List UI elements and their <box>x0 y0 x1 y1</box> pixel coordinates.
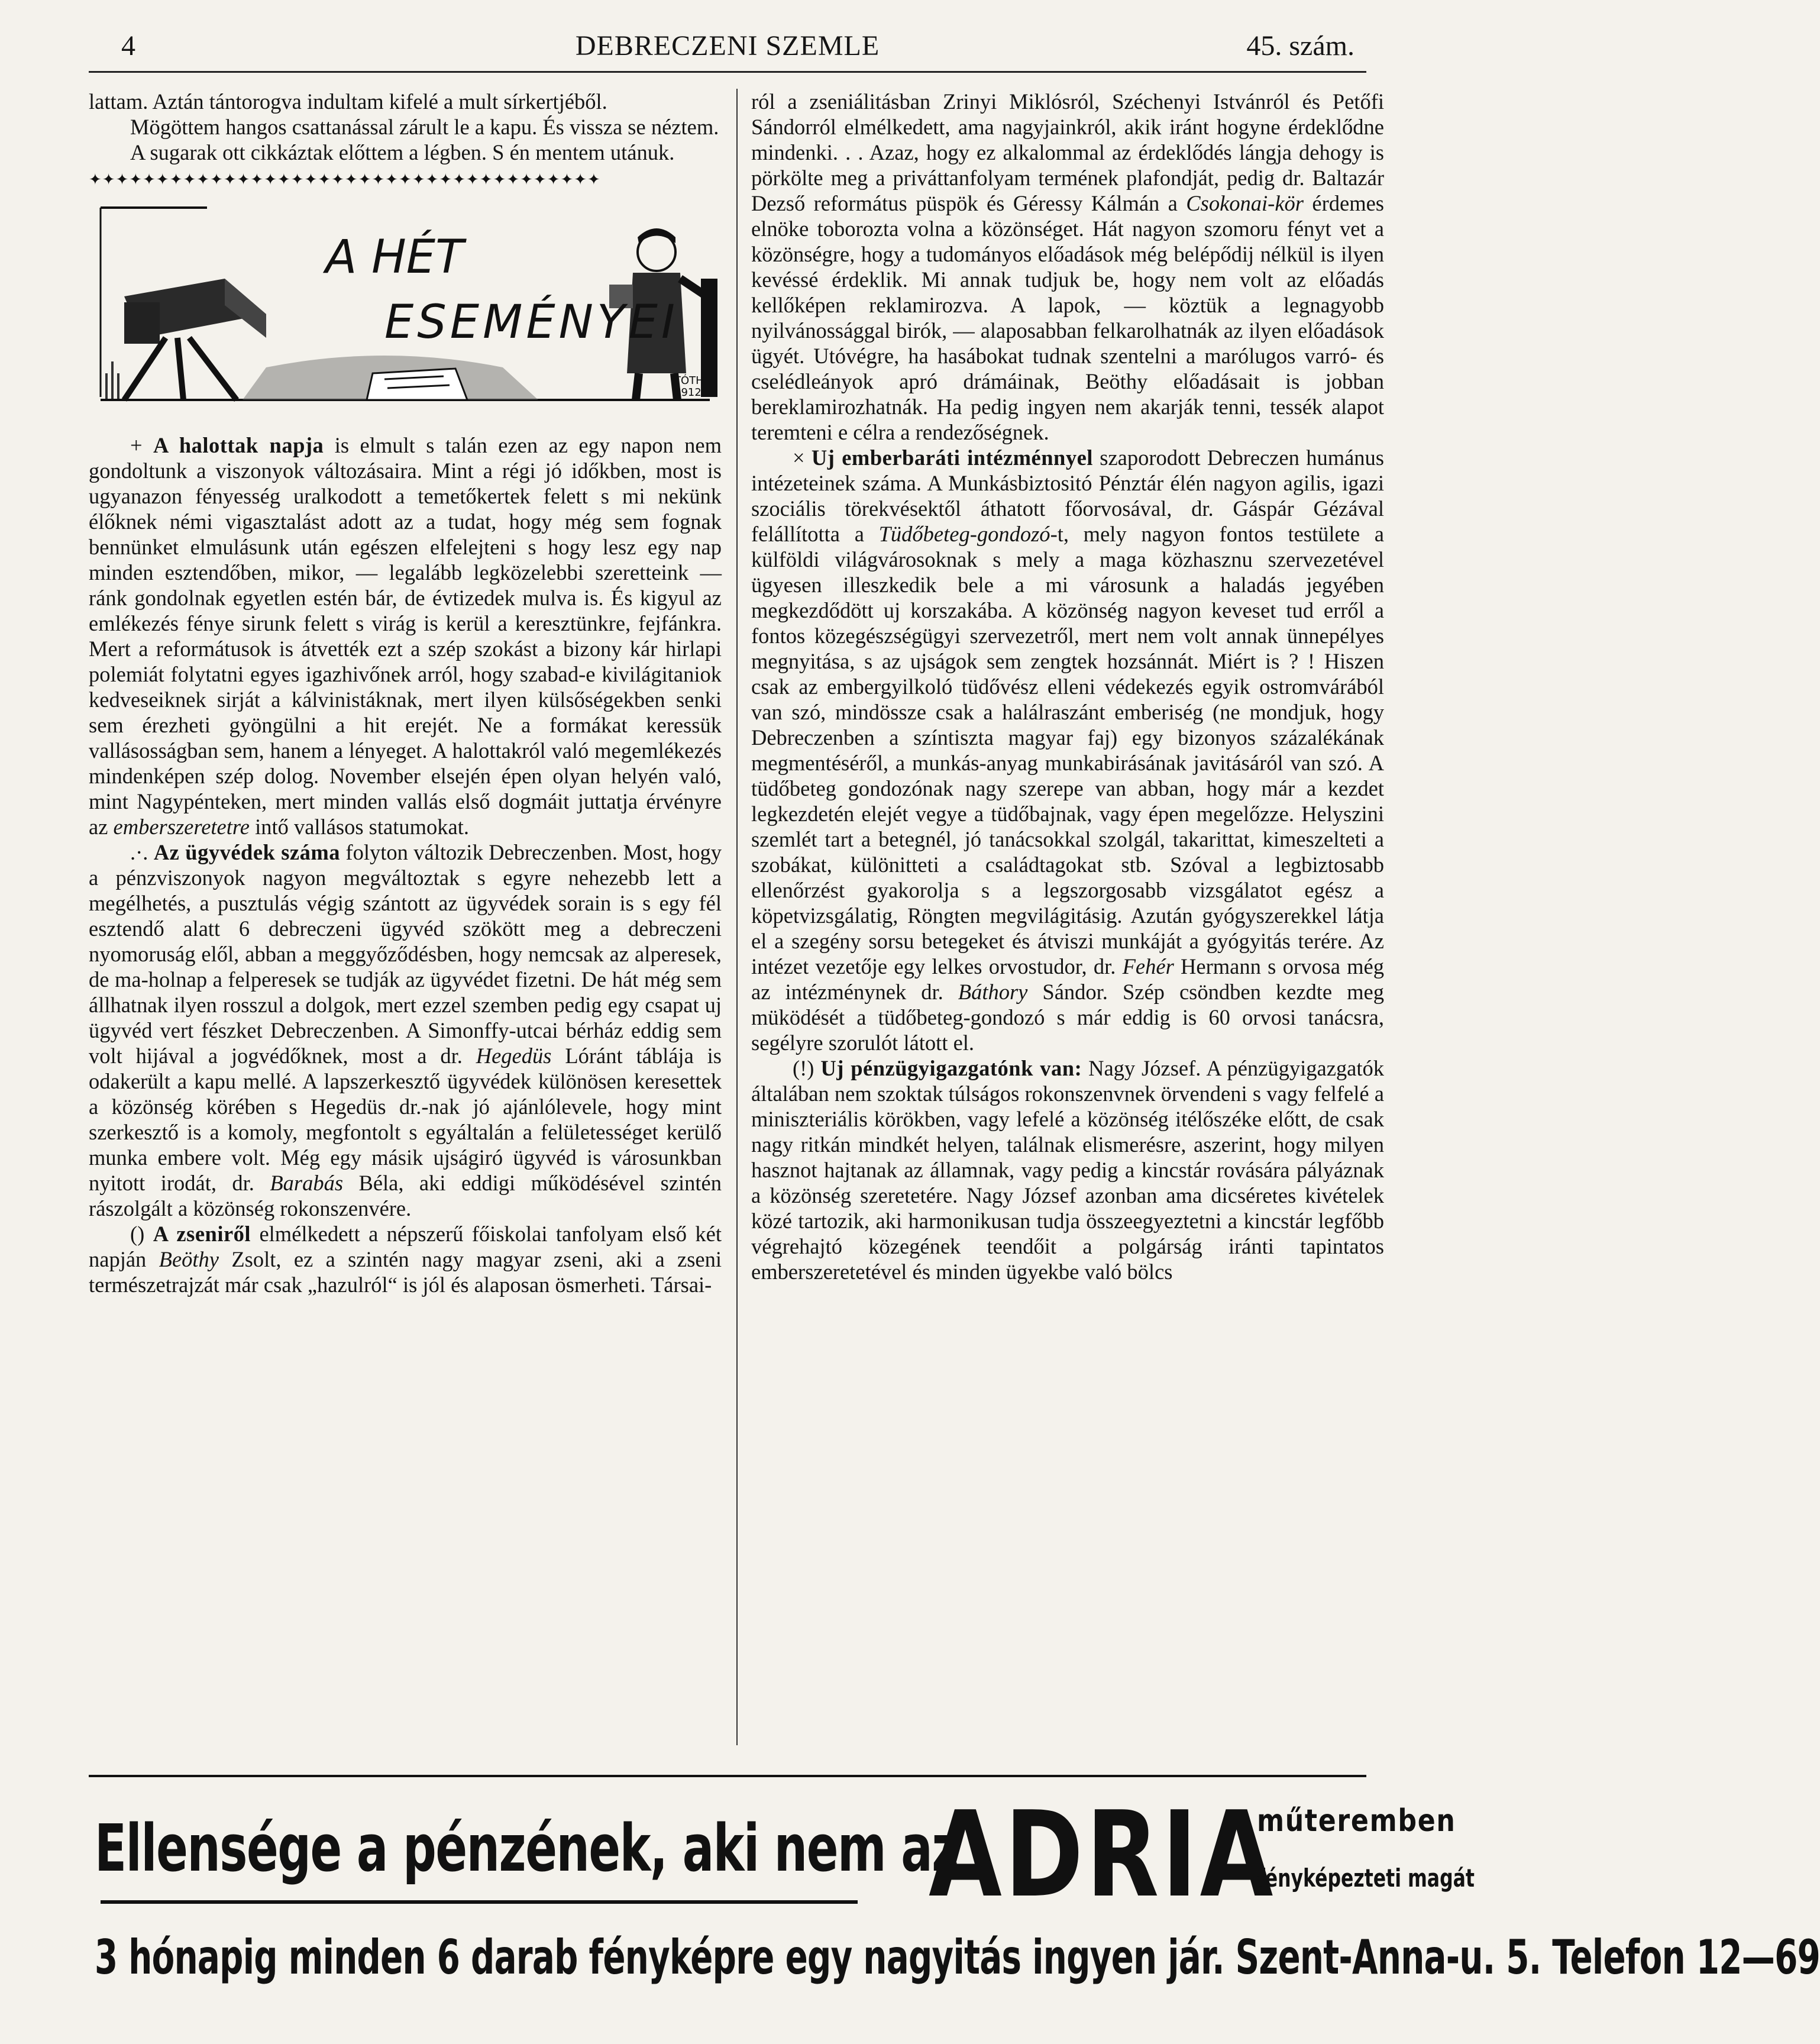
article-text: Lóránt táblája is odakerült a kapu mellé. A lapszerkesztő ügyvédek különösen keresettek a közönség körében s Hegedüs dr.-nak jó ajánlólevele, hogy mint szerkesztő is a komoly, megfontolt s egyáltalán a felületességet kerülő munka embere volt. Még egy másik ujságiró ügyvéd is városunkban nyitott irodát, dr. <box>89 1044 722 1195</box>
intro-paragraph: Mögöttem hangos csattanással zárult le a kapu. És vissza se néztem. <box>130 115 719 139</box>
article-text: elmélkedett a népszerű főiskolai tanfolyam első két napján <box>89 1222 722 1271</box>
article-mark: × <box>793 445 805 470</box>
article-halottak <box>89 432 722 839</box>
ad-rule <box>89 1775 1366 1777</box>
article-zseni <box>89 1221 722 1297</box>
article-italic: Csokonai-kör <box>1186 191 1304 215</box>
article-mark: .·. <box>130 840 148 864</box>
article-mark: + <box>130 433 143 457</box>
article-italic: Barabás <box>270 1171 344 1195</box>
article-italic: Beöthy <box>159 1247 219 1271</box>
newspaper-title: DEBRECZENI SZEMLE <box>575 30 880 62</box>
article-lead: Uj pénzügyigazgatónk van: <box>820 1056 1082 1080</box>
ad-underline <box>101 1900 858 1904</box>
article-italic: Fehér <box>1122 954 1174 979</box>
banner-year: 1912. <box>674 386 705 399</box>
advertisement <box>89 1775 1820 2023</box>
article-intezmeny <box>751 445 1384 1055</box>
article-lead: Uj emberbaráti intézménnyel <box>811 445 1093 470</box>
article-text: is elmult s talán ezen az egy napon nem gondoltunk a viszonyok változásaira. Mint a régi jó időkben, most is ugyanazon fényesség uralkodott a temetőkertek felett s mi nekünk élőknek némi vigasztalást adott az a tudat, hogy még sem fognak bennünket elmulásunk után egészen elfelejteni s hogy lesz egy nap minden esztendőben, mikor, — legalább legközelebbi szeretteink — ránk gondolnak egyetlen estén bár, de évtizedek mulva is. És kigyul az emlékezés fénye sirunk felett s virág is kerül a keresztünkre, fejfánkra. Mert a reformátusok is átvették ezt a szép szokást a bizony kár hirlapi polemiát folytatni egyes igazhivőnek arról, hogy szabad-e kivilágitaniok kedveseiknek sirját a kálvinistáknak, mert ilyen külsőségekben senki sem érezheti gyöngülni a hit erejét. Ne a formákat keressük vallásosságban sem, hanem a lényeget. A halottakról való megemlékezés mindenképen szép dolog. November elsején épen olyan helyén való, mint Nagypénteken, mert minden vallás első dogmáit juttatja érvényre az <box>89 433 722 839</box>
article-text: Nagy József. A pénzügyigazgatók általában nem szoktak túlságos rokonszenvnek örvendeni s vagy felfelé a miniszteriális körökben, vagy lefelé a közönség itélőszéke előtt, de csak nagy ritkán mindkét helyen, találnak elismerésre, aszerint, hogy milyen hasznot hajtanak az államnak, vagy pedig a kincstár rovására pályáznak a közönség szeretetére. Nagy József azonban ama dicséretes kivételek közé tartozik, aki harmonikusan tudja összeegyeztetni a kincstár legfőbb végrehajtó közegének teendőit a polgárság iránti tapintatos emberszeretetével és minden ügyekbe való bölcs <box>751 1056 1385 1284</box>
article-text: Sándor. Szép csöndben kezdte meg müködését a tüdőbeteg-gondozó s már eddig is 60 orvosi tanácsra, segélyre szorulót látott el. <box>751 980 1384 1055</box>
article-text: Zsolt, ez a szintén nagy magyar zseni, aki a zseni természetrajzát már csak „hazulról“ is jól és alaposan ösmerheti. Társai- <box>89 1247 722 1297</box>
article-italic: Tüdőbeteg-gondozó <box>878 522 1050 546</box>
article-text: -t, mely nagyon fontos testülete a külföldi világvárosoknak s mely a maga közhasznu szervezetével ügyesen illeszkedik bele a mi városunk a haladás jegyében megkezdődött uj korszakába. A közönség nagyon keveset tud erről a fontos közegészségügyi szervezetről, mert nem volt annak ünnepélyes megnyitása, s az ujságok sem zengtek hozsánnát. Miért is ? ! Hiszen csak az embergyilkoló tüdővész elleni védekezés egyik ostromvárából van szó, mindössze csak a halálraszánt emberiség (ne mondjuk, hogy Debreczenben a színtiszta magyar faj) egy bizonyos százalékának megmentéséről, a munkás-anyag munkabirásának javitásáról van szó. A tüdőbeteg gondozónak nagy szerepe van abban, hogy már a kezdet legkezdetén elejét vegye a tüdőbajnak, vagy épen megelőzze. Helyszini szemlét tart a betegnél, jó tanácsokkal szolgál, takarittat, kimeszelteti a szobákat, különitteti a családtagokat stb. Szóval a legbiztosabb ellenőrzést gyakorolja s a legszorgosabb vizsgálatot egész a köpetvizsgálatig, Röngten megvilágitásig. Azután gyógyszerekkel látja el a szegény sorsu betegeket és átviszi munkáját a gyógyitás terére. Az intézet vezetője egy lelkes orvostudor, dr. <box>751 522 1384 979</box>
ad-offer-line: 3 hónapig minden 6 darab fényképre egy nagyitás ingyen jár. Szent-Anna-u. 5. Telefon 12—69 <box>95 1930 1820 1985</box>
article-penzugy <box>751 1055 1384 1284</box>
article-text: érdemes elnöke toborozta volna a közönséget. Hát nagyon szomoru fényt vet a közönségre, hogy a tudományos előadások még belépődij nélkül is ilyen kevéssé érdeklik. Mi annak tudjuk be, hogy nem volt az előadás kellőképen reklamirozva. A lapok, — köztük a legnagyobb nyilvánossággal birók, — alaposabban felkarolhatnák az ilyen előadások ügyét. Utóvégre, ha hasábokat tudnak szentelni a marólugos varró- és cselédleányok apró drámáinak, Beöthy előadásait is jobban bereklamirozhatnák. Ha pedig ingyen nem akarják tenni, tessék alapot teremteni e célra a rendezőségnek. <box>751 191 1384 444</box>
article-lead: A halottak napja <box>153 433 324 457</box>
banner-title-line2: ESEMÉNYEI <box>384 296 678 349</box>
article-text: intő vallásos statumokat. <box>249 815 469 839</box>
page-header <box>89 24 1366 73</box>
article-text: ról a zseniálitásban Zrinyi Miklósról, Széchenyi Istvánról és Petőfi Sándorról elmélkedett, ama nagyjainkról, akik iránt hogyne érdeklődne mindenki. . . Azaz, hogy ez alkalommal az érdeklődés lángja dehogy is pörkölte meg a priváttanfolyam termének plafondját, pedig dr. Baltazár Dezső református püspök és Géressy Kálmán a <box>751 89 1384 215</box>
ad-side-text: műteremben <box>1257 1803 1456 1839</box>
article-zseni-continued <box>751 89 1384 445</box>
banner-illustration <box>89 196 722 409</box>
left-column <box>89 89 722 1745</box>
ad-brand: ADRIA <box>929 1786 1276 1924</box>
article-text: szaporodott Debreczen humánus intézeteinek száma. A Munkásbiztositó Pénztár élén nagyon agilis, igazi szociális törekvésektől áthatott főorvosával, dr. Gáspár Gézával felállította a <box>751 445 1384 546</box>
ad-headline: Ellensége a pénzének, aki nem az <box>95 1810 958 1886</box>
article-text: Béla, aki eddigi működésével szintén rászolgált a közönség rokonszenvére. <box>89 1171 722 1220</box>
article-italic: emberszeretetre <box>113 815 250 839</box>
right-column <box>751 89 1384 1745</box>
column-divider <box>736 89 738 1745</box>
page-number: 4 <box>121 30 135 62</box>
article-text: Hermann s orvosa még az intézménynek dr. <box>751 954 1384 1004</box>
article-italic: Báthory <box>958 980 1028 1004</box>
intro-paragraph: lattam. Aztán tántorogva indultam kifelé a mult sírkertjéből. <box>89 89 607 114</box>
article-mark: () <box>130 1222 145 1246</box>
article-lead: A zseniről <box>153 1222 251 1246</box>
issue-number: 45. szám. <box>1246 30 1355 62</box>
article-text: folyton változik Debreczenben. Most, hogy a pénzviszonyok nagyon megváltoztak s egyre nehezebb lett a megélhetés, a pusztulás végig szántott az ügyvédek sorain is s egy fél esztendő alatt 6 debreczeni ügyvéd szökött meg a debreczeni nyomoruság elől, abban a meggyőződésben, hogy nemcsak az alperesek, de ma-holnap a felperesek se tudják az ügyvédet fizetni. De hát még sem állhatnak ilyen rosszul a dolgok, mert ezzel szemben pedig egy csapat uj ügyvéd vert fészket Debreczenben. A Simonffy-utcai bérház eddig sem volt hijával a jogvédőknek, most a dr. <box>89 840 722 1068</box>
intro-paragraph: A sugarak ott cikkáztak előttem a légben. S én mentem utánuk. <box>130 140 675 164</box>
article-lead: Az ügyvédek száma <box>153 840 341 864</box>
banner-signature: TÓTH <box>674 374 704 387</box>
ornament-divider: ✦✦✦✦✦✦✦✦✦✦✦✦✦✦✦✦✦✦✦✦✦✦✦✦✦✦✦✦✦✦✦✦✦✦✦✦✦✦ <box>89 171 601 189</box>
ad-side-text: fényképezteti magát <box>1257 1864 1475 1893</box>
article-ugyvedek <box>89 839 722 1221</box>
banner-title-line1: A HÉT <box>325 231 464 284</box>
section-banner <box>89 196 722 409</box>
article-mark: (!) <box>793 1056 814 1080</box>
article-italic: Hegedüs <box>476 1044 552 1068</box>
